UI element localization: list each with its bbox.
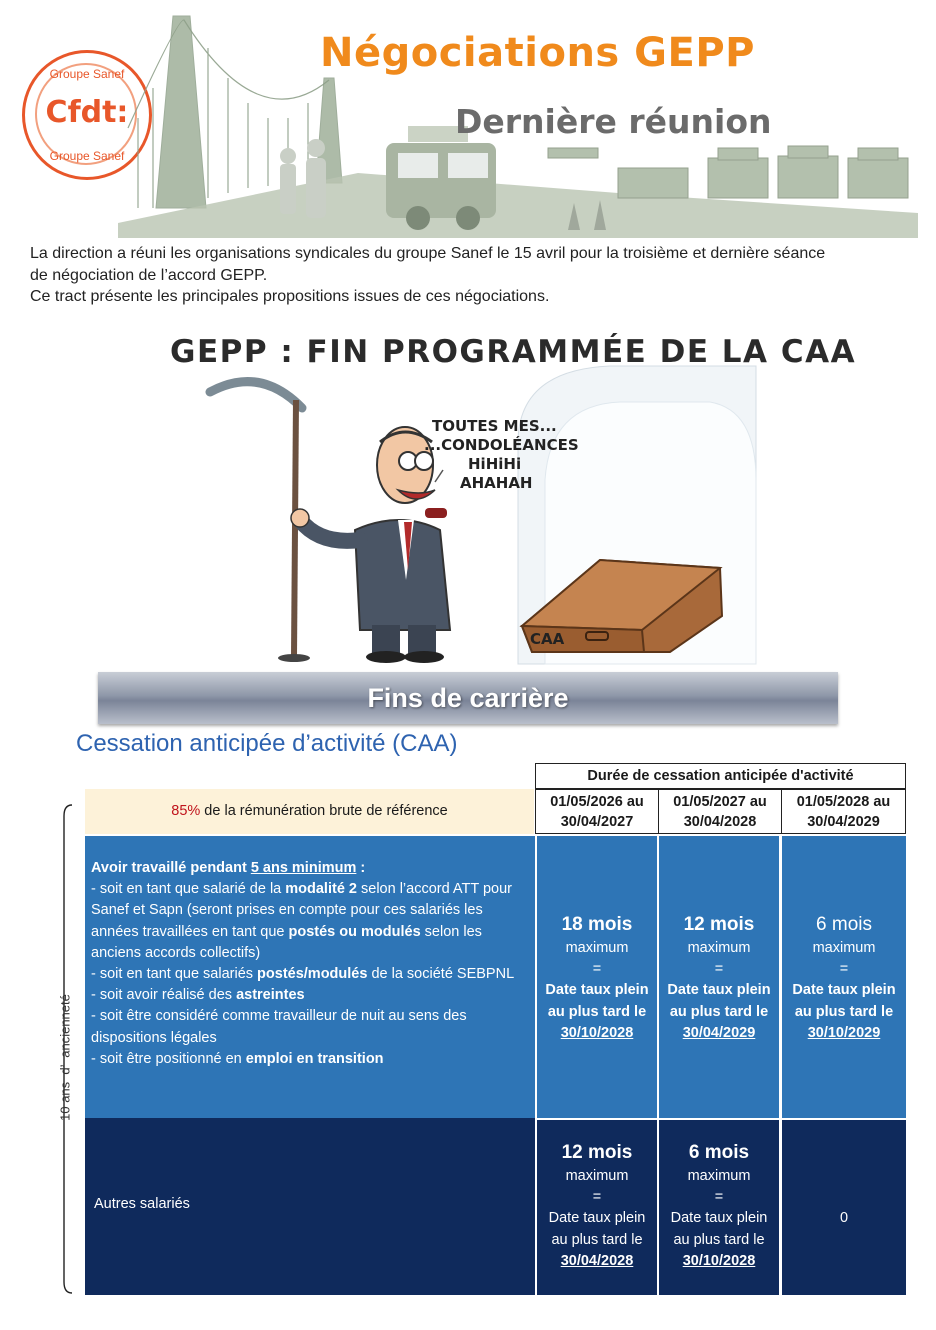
condition-text: selon l’accord ATT pour Sanef et Sapn (seront prises en compte pour ces salariés les années travaillées en tant que <box>91 881 512 940</box>
duration-cell <box>659 1120 779 1295</box>
duration-max: maximum <box>565 1168 629 1184</box>
duration-months: 18 mois <box>561 914 633 935</box>
duration-max: maximum <box>812 940 876 956</box>
condition-text: 5 ans minimum <box>250 860 357 876</box>
caa-cartoon-illustration <box>150 330 770 670</box>
duration-eq: = <box>592 961 602 978</box>
speech-bubble-line: TOUTES MES... <box>432 417 557 435</box>
condition-text: - soit en tant que salariés <box>91 966 258 983</box>
column-header-line: 01/05/2028 au <box>796 794 891 810</box>
logo-bottom-text: Groupe Sanef <box>49 149 125 163</box>
duration-value: 0 <box>839 1210 849 1226</box>
duration-max: maximum <box>687 1168 751 1184</box>
duration-cell <box>782 1120 906 1295</box>
condition-cell <box>85 836 535 1118</box>
section-title: Cessation anticipée d’activité (CAA) <box>76 730 458 757</box>
intro-line: de négociation de l’accord GEPP. <box>30 266 268 284</box>
seniority-label: 10 ans d’ ancienneté <box>57 994 73 1121</box>
reference-row <box>85 789 534 834</box>
condition-text: de la société SEBPNL <box>367 966 515 983</box>
duration-eq: = <box>714 1189 724 1206</box>
section-banner-label: Fins de carrière <box>367 683 569 713</box>
duration-eq: = <box>839 961 849 978</box>
duration-months: 12 mois <box>683 914 755 935</box>
coffin-label: CAA <box>530 630 565 648</box>
intro-text <box>30 243 910 308</box>
speech-bubble-line: AHAHAH <box>460 474 533 492</box>
duration-eq: = <box>592 1189 602 1206</box>
duration-date: 30/04/2028 <box>560 1252 634 1269</box>
section-banner <box>98 672 838 724</box>
column-header <box>535 789 659 834</box>
duration-line: au plus tard le <box>669 1003 769 1020</box>
duration-months: 6 mois <box>688 1142 750 1163</box>
column-header <box>658 789 782 834</box>
intro-line: La direction a réuni les organisations syndicales du groupe Sanef le 15 avril pour la troisième et dernière séance <box>30 245 826 262</box>
duration-date: 30/10/2029 <box>807 1024 881 1041</box>
condition-text: - soit être considéré comme travailleur de nuit au sens des dispositions légales <box>91 1008 467 1046</box>
duration-cell <box>537 1120 657 1295</box>
condition-text: - soit être positionné en <box>91 1050 246 1067</box>
others-label: Autres salariés <box>94 1196 190 1212</box>
column-header <box>781 789 906 834</box>
condition-text: emploi en transition <box>245 1050 384 1067</box>
duration-line: Date taux plein <box>670 1210 768 1227</box>
logo-top-text: Groupe Sanef <box>49 67 125 81</box>
logo-word: Cfdt: <box>45 95 129 130</box>
duration-max: maximum <box>565 940 629 956</box>
duration-line: au plus tard le <box>551 1231 643 1248</box>
condition-text: : <box>356 860 366 876</box>
duration-max: maximum <box>687 940 751 956</box>
duration-line: Date taux plein <box>792 982 896 999</box>
duration-cell <box>782 836 906 1118</box>
duration-line: au plus tard le <box>547 1003 647 1020</box>
condition-text: selon les anciens accords collectifs) <box>91 923 482 961</box>
duration-line: Date taux plein <box>545 982 649 999</box>
duration-date: 30/04/2029 <box>682 1024 756 1041</box>
duration-date: 30/10/2028 <box>560 1024 634 1041</box>
condition-text: astreintes <box>236 987 305 1004</box>
column-header-line: 30/04/2027 <box>560 814 634 830</box>
condition-text: postés ou modulés <box>288 923 421 940</box>
page-subtitle: Dernière réunion <box>455 102 772 141</box>
column-header-line: 30/04/2029 <box>807 814 880 830</box>
reference-text: de la rémunération brute de référence <box>200 803 448 819</box>
cartoon-title: GEPP : FIN PROGRAMMÉE DE LA CAA <box>170 334 857 370</box>
condition-text: - soit en tant que salarié de la <box>91 881 286 898</box>
duration-line: au plus tard le <box>673 1231 765 1248</box>
duration-line: au plus tard le <box>794 1003 894 1020</box>
duration-cell <box>659 836 779 1118</box>
condition-text: Avoir travaillé pendant <box>91 860 251 876</box>
reference-percent: 85% <box>171 803 201 819</box>
speech-bubble-line: HiHiHi <box>468 455 522 473</box>
condition-text: postés/modulés <box>257 966 368 983</box>
duration-eq: = <box>714 961 724 978</box>
column-header-line: 30/04/2028 <box>683 814 757 830</box>
duration-line: Date taux plein <box>667 982 771 999</box>
duration-cell <box>537 836 657 1118</box>
duration-date: 30/10/2028 <box>682 1252 756 1269</box>
column-header-line: 01/05/2026 au <box>550 794 644 810</box>
duration-header: Durée de cessation anticipée d'activité <box>535 763 906 789</box>
column-header-line: 01/05/2027 au <box>673 794 767 810</box>
condition-text: modalité 2 <box>285 881 357 898</box>
page-title: Négociations GEPP <box>320 30 755 76</box>
speech-bubble-line: ...CONDOLÉANCES <box>424 436 579 454</box>
others-cell <box>85 1118 535 1295</box>
condition-text: - soit avoir réalisé des <box>91 987 237 1004</box>
duration-months: 12 mois <box>561 1142 633 1163</box>
duration-line: Date taux plein <box>548 1210 646 1227</box>
duration-months: 6 mois <box>816 914 872 935</box>
intro-line: Ce tract présente les principales propositions issues de ces négociations. <box>30 288 550 305</box>
